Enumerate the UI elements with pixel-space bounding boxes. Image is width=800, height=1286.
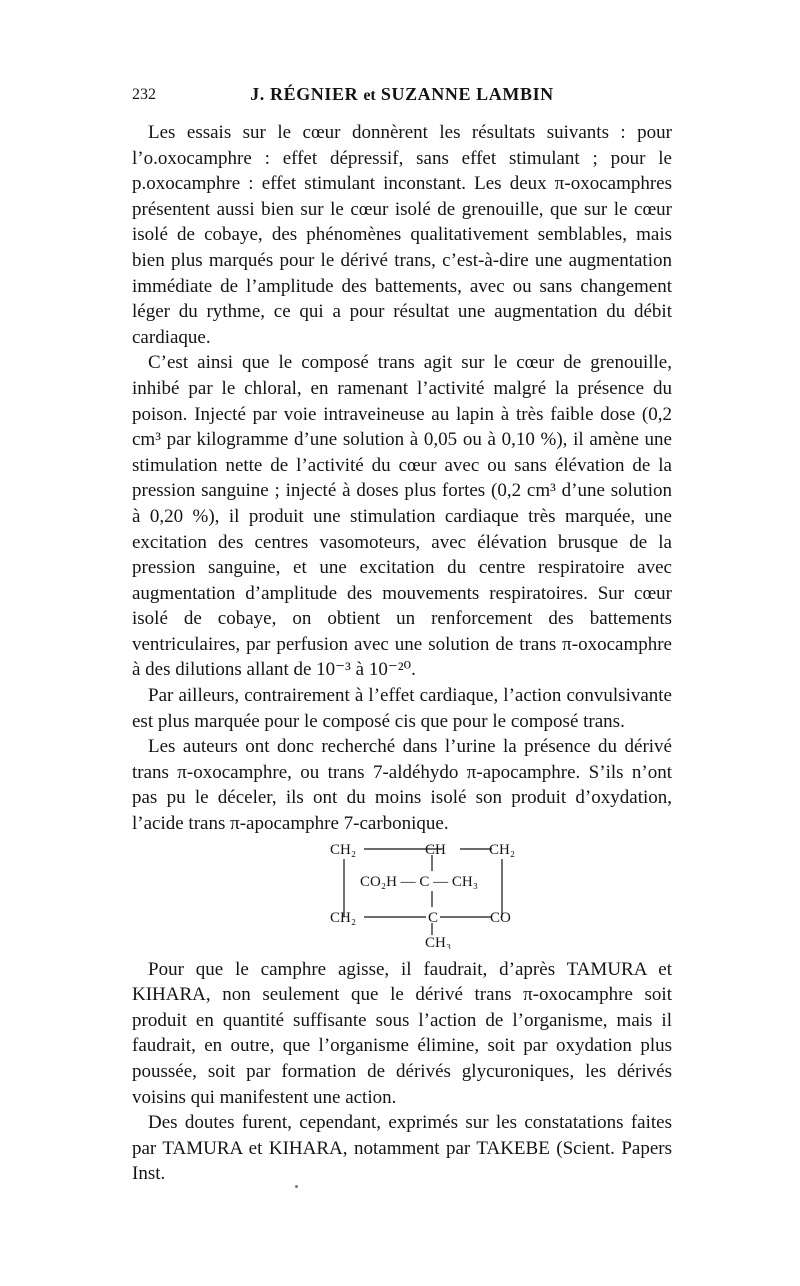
paragraph-5: Pour que le camphre agisse, il faudrait, d’après TAMURA et KIHARA, non seulement que le dérivé trans π-oxocamphre soit produit en quantité suffisante sous l’action de l’organisme, mais il faudrait, en outre, que l’organisme élimine, soit par oxydation plus poussée, soit par formation de dérivés glycuroniques, les dérivés voisins qui manifestent une action. [132,958,672,1108]
structural-formula-svg [132,839,672,949]
atom-top-left: CH₂ [330,841,357,858]
atom-middle: CO₂H — C — CH₃ [360,873,478,890]
atom-bottom-right: CO [490,909,511,926]
paragraph-4: Les auteurs ont donc recherché dans l’urine la présence du dérivé trans π-oxocamphre, ou trans 7-aldéhydo π-apocamphre. S’ils n’ont pas pu le déceler, ils ont du moins isolé son produit d’oxydation, l’acide trans π-apocamphre 7-carbonique. [132,736,672,835]
running-title [132,84,672,105]
author-1: J. RÉGNIER [250,84,359,104]
atom-top-mid: CH [425,841,446,858]
body-text [132,120,672,1187]
paragraph-1: Les essais sur le cœur donnèrent les résultats suivants : pour l’o.oxocamphre : effet dépressif, sans effet stimulant ; pour le p.oxocamphre : effet stimulant inconstant. Les deux π-oxocamphres présentent aussi bien sur le cœur isolé de grenouille, que sur le cœur isolé de cobaye, des phénomènes qualitativement semblables, mais bien plus marqués pour le dérivé trans, c’est-à-dire une augmentation immédiate de l’amplitude des battements, avec ou sans changement léger du rythme, ce qui a pour résultat une augmentation du débit cardiaque. [132,122,672,348]
author-2: SUZANNE LAMBIN [380,84,554,104]
print-speck [295,1185,298,1188]
atom-top-right: CH₂ [489,841,516,858]
running-header [132,84,672,114]
paragraph-3: Par ailleurs, contrairement à l’effet cardiaque, l’action convulsivante est plus marquée pour le composé cis que pour le composé trans. [132,685,672,732]
page-number: 232 [132,86,156,103]
chemical-formula [132,839,672,949]
atom-below: CH₃ [425,934,452,949]
paragraph-2: C’est ainsi que le composé trans agit sur le cœur de grenouille, inhibé par le chloral, en ramenant l’activité malgré la présence du poison. Injecté par voie intraveineuse au lapin à très faible dose (0,2 cm³ par kilogramme d’une solution à 0,05 ou à 0,10 %), il amène une stimulation nette de l’activité du cœur avec ou sans élévation de la pression sanguine ; injecté à doses plus fortes (0,2 cm³ d’une solution à 0,20 %), il produit une stimulation cardiaque très marquée, une excitation des centres vasomoteurs, avec élévation brusque de la pression sanguine, et une excitation du centre respiratoire avec augmentation d’amplitude des mouvements respiratoires. Sur cœur isolé de cobaye, on obtient un renforcement des battements ventriculaires, par perfusion avec une solution de trans π-oxocamphre à des dilutions allant de 10⁻³ à 10⁻²⁰. [132,352,672,681]
paragraph-6: Des doutes furent, cependant, exprimés sur les constatations faites par TAMURA et KIHARA, notamment par TAKEBE (Scient. Papers Inst. [132,1112,672,1185]
atom-bottom-left: CH₂ [330,909,357,926]
atom-bottom-mid: C [428,909,439,926]
conjunction: et [363,87,376,104]
